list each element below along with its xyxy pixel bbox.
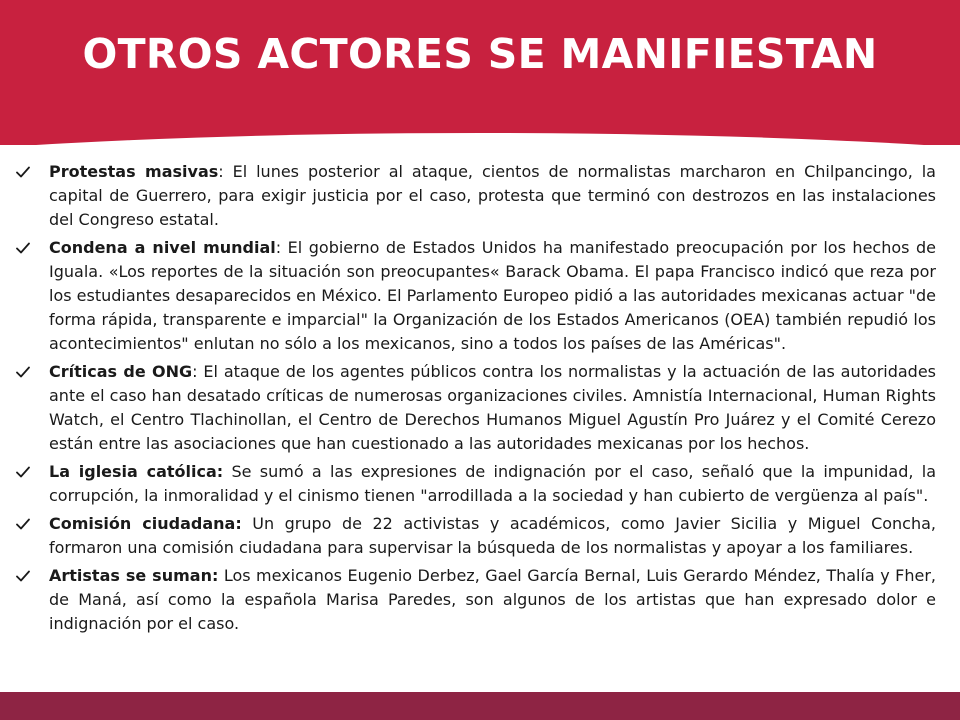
list-item (16, 360, 936, 456)
check-icon (16, 466, 30, 478)
footer-bar (0, 692, 960, 720)
list-item (16, 460, 936, 508)
item-text: Se sumó a las expresiones de indignación por el caso, señaló que la impunidad, la corrupción, la inmoralidad y el cinismo tienen "arrodillada a la sociedad y han cubierto de vergüenza al país". (49, 462, 937, 505)
item-text: : El gobierno de Estados Unidos ha manifestado preocupación por los hechos de Iguala. «Los reportes de la situación son preocupantes« Barack Obama. El papa Francisco indicó que reza por los estudiantes desaparecidos en México. El Parlamento Europeo pidió a las autoridades mexicanas actuar "de forma rápida, transparente e imparcial" la Organización de los Estados Americanos (OEA) también repudió los acontecimientos" enlutan no sólo a los mexicanos, sino a todos los países de las Américas". (49, 238, 937, 353)
check-icon (16, 366, 30, 378)
check-icon (16, 570, 30, 582)
item-title: Críticas de ONG (49, 362, 193, 381)
check-icon (16, 166, 30, 178)
list-item (16, 564, 936, 636)
bullet-content (16, 160, 936, 640)
item-text: : El ataque de los agentes públicos contra los normalistas y la actuación de las autoridades ante el caso han desatado críticas de numerosas organizaciones civiles. Amnistía Internacional, Human Rights Watch, el Centro Tlachinollan, el Centro de Derechos Humanos Miguel Agustín Pro Juárez y el Comité Cerezo están entre las asociaciones que han cuestionado a las autoridades mexicanas por los hechos. (49, 362, 937, 453)
item-title: Comisión ciudadana: (49, 514, 242, 533)
item-title: Protestas masivas (49, 162, 219, 181)
item-text: : El lunes posterior al ataque, cientos de normalistas marcharon en Chilpancingo, la capital de Guerrero, para exigir justicia por el caso, protesta que terminó con destrozos en las instalaciones del Congreso estatal. (49, 162, 936, 229)
check-icon (16, 518, 30, 530)
item-text: Los mexicanos Eugenio Derbez, Gael García Bernal, Luis Gerardo Méndez, Thalía y Fher, de Maná, así como la española Marisa Paredes, son algunos de los artistas que han expresado dolor e indignación por el caso. (49, 566, 936, 633)
list-item (16, 160, 936, 232)
title-banner (0, 0, 960, 145)
item-title: Condena a nivel mundial (49, 238, 276, 257)
item-title: La iglesia católica: (49, 462, 224, 481)
item-title: Artistas se suman: (49, 566, 219, 585)
item-text: Un grupo de 22 activistas y académicos, como Javier Sicilia y Miguel Concha, formaron una comisión ciudadana para supervisar la búsqueda de los normalistas y apoyar a los familiares. (49, 514, 937, 557)
bullet-list (16, 160, 936, 636)
list-item (16, 236, 936, 356)
list-item (16, 512, 936, 560)
check-icon (16, 242, 30, 254)
banner-curve (0, 133, 960, 145)
slide-title: OTROS ACTORES SE MANIFIESTAN (82, 30, 878, 78)
